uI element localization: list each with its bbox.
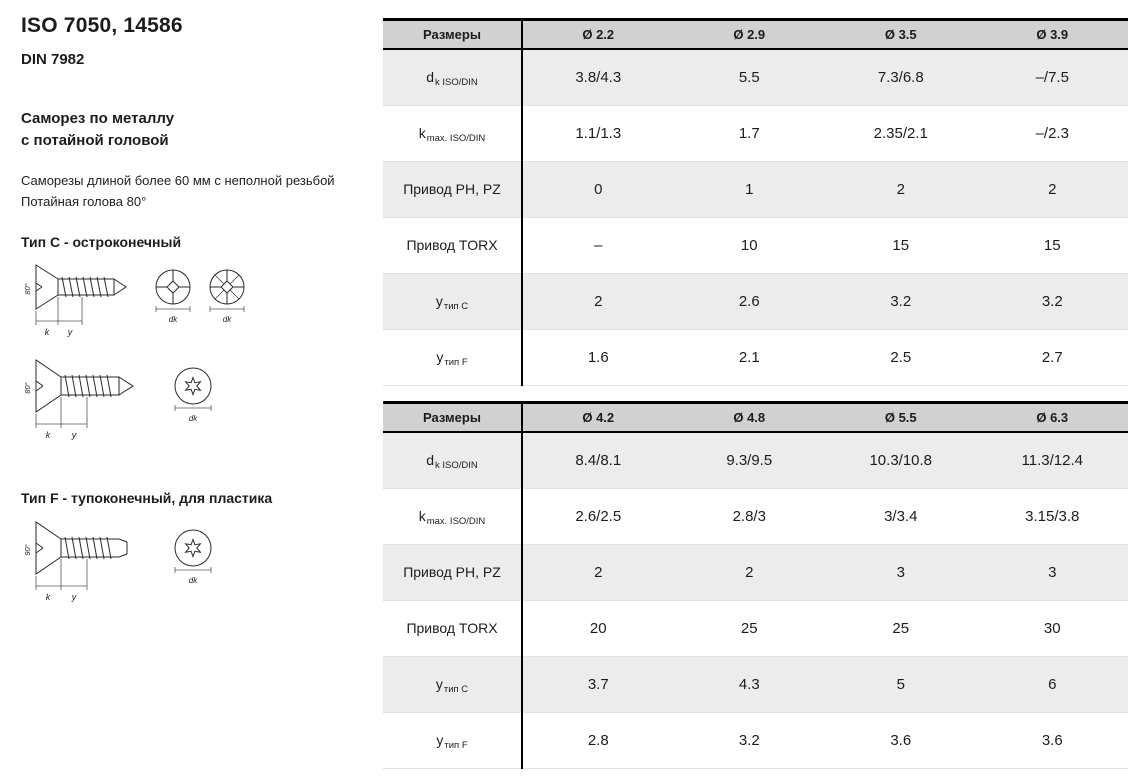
value-cell: 20 (522, 601, 674, 657)
col-header-diameter-1: Ø 2.2 (522, 20, 674, 50)
value-cell: 3.2 (977, 274, 1129, 330)
row-label (383, 162, 522, 218)
value-cell: 3.8/4.3 (522, 49, 674, 106)
type-f-label: Тип F - тупоконечный, для пластика (21, 490, 273, 506)
screw-side-view (36, 522, 127, 574)
dk-dim-label: dk (188, 414, 198, 423)
value-cell: 3.6 (977, 713, 1129, 769)
value-cell: 11.3/12.4 (977, 432, 1129, 489)
value-cell: 1 (674, 162, 826, 218)
value-cell: 9.3/9.5 (674, 432, 826, 489)
type-f-drawing (21, 512, 251, 612)
row-label-main: Привод PH, PZ (403, 181, 501, 197)
value-cell: 15 (825, 218, 977, 274)
row-label (383, 330, 522, 386)
description-line1: Саморезы длиной более 60 мм с неполной резьбой (21, 173, 335, 188)
product-name-line1: Саморез по металлу (21, 110, 175, 127)
value-cell: 25 (825, 601, 977, 657)
row-label (383, 713, 522, 769)
row-label-sub: max. ISO/DIN (426, 516, 486, 527)
row-label-sub: k ISO/DIN (435, 77, 478, 88)
value-cell: 3 (977, 545, 1129, 601)
value-cell: 30 (977, 601, 1129, 657)
value-cell: 10 (674, 218, 826, 274)
row-label-main: d (426, 69, 435, 85)
value-cell: 2 (522, 274, 674, 330)
col-header-diameter-3: Ø 5.5 (825, 403, 977, 433)
k-dim-label: k (45, 430, 51, 440)
value-cell: 5 (825, 657, 977, 713)
value-cell: – (522, 218, 674, 274)
k-dim-label: k (44, 327, 50, 337)
type-c-label: Тип C - остроконечный (21, 234, 182, 250)
y-dim-label: y (71, 430, 77, 440)
value-cell: 2.8/3 (674, 489, 826, 545)
row-label-main: y (435, 293, 443, 309)
value-cell: 7.3/6.8 (825, 49, 977, 106)
value-cell: 6 (977, 657, 1129, 713)
row-label-sub: тип F (444, 357, 468, 368)
dimension-lines (36, 297, 82, 325)
col-header-diameter-2: Ø 4.8 (674, 403, 826, 433)
value-cell: 1.6 (522, 330, 674, 386)
din-standard: DIN 7982 (21, 51, 85, 68)
type-c-drawing-torx (21, 350, 251, 446)
row-label (383, 274, 522, 330)
col-header-sizes: Размеры (383, 403, 522, 433)
value-cell: 2.7 (977, 330, 1129, 386)
row-label-sub: k ISO/DIN (435, 460, 478, 471)
dk-dim-label: dk (222, 315, 232, 324)
value-cell: 15 (977, 218, 1129, 274)
row-label (383, 601, 522, 657)
value-cell: 0 (522, 162, 674, 218)
table-row (383, 657, 1128, 713)
col-header-diameter-4: Ø 3.9 (977, 20, 1129, 50)
table-row (383, 218, 1128, 274)
value-cell: 2 (674, 545, 826, 601)
value-cell: 2 (522, 545, 674, 601)
row-label (383, 545, 522, 601)
y-dim-label: y (67, 327, 73, 337)
dimension-lines (36, 559, 87, 590)
angle-label: 90° (23, 544, 32, 556)
value-cell: 3.2 (825, 274, 977, 330)
value-cell: 2 (977, 162, 1129, 218)
table-row (383, 713, 1128, 769)
torx-drive-view (175, 368, 211, 404)
dk-dimension-lines (175, 405, 211, 411)
y-dim-label: y (71, 592, 77, 602)
type-c-drawing-ph-pz (21, 256, 273, 340)
table-header-row (383, 403, 1128, 433)
value-cell: 1.1/1.3 (522, 106, 674, 162)
table-header-row (383, 20, 1128, 50)
row-label-sub: тип F (444, 740, 468, 751)
row-label-sub: тип C (443, 301, 469, 312)
row-label (383, 489, 522, 545)
value-cell: 3 (825, 545, 977, 601)
row-label-main: y (435, 676, 443, 692)
dk-dimension-lines (175, 567, 211, 573)
table-row (383, 274, 1128, 330)
row-label-main: Привод PH, PZ (403, 564, 501, 580)
row-label-main: d (426, 452, 435, 468)
left-panel (21, 14, 376, 612)
ph-drive-view (156, 270, 190, 304)
page-title: ISO 7050, 14586 (21, 14, 183, 37)
value-cell: 3.15/3.8 (977, 489, 1129, 545)
value-cell: 3.7 (522, 657, 674, 713)
product-name-line2: с потайной головой (21, 132, 169, 149)
value-cell: 4.3 (674, 657, 826, 713)
col-header-diameter-3: Ø 3.5 (825, 20, 977, 50)
table-row (383, 432, 1128, 489)
value-cell: –/2.3 (977, 106, 1129, 162)
row-label (383, 657, 522, 713)
row-label (383, 49, 522, 106)
spec-tables-panel (383, 18, 1128, 784)
value-cell: 25 (674, 601, 826, 657)
table-row (383, 49, 1128, 106)
value-cell: 2.6 (674, 274, 826, 330)
col-header-diameter-1: Ø 4.2 (522, 403, 674, 433)
table-row (383, 601, 1128, 657)
row-label-main: Привод TORX (406, 620, 498, 636)
value-cell: 5.5 (674, 49, 826, 106)
dk-dim-label: dk (168, 315, 178, 324)
dk-dim-label: dk (188, 576, 198, 585)
row-label (383, 106, 522, 162)
value-cell: 3/3.4 (825, 489, 977, 545)
dimension-lines (36, 397, 87, 428)
dk-dimension-lines (156, 306, 244, 312)
row-label-main: Привод TORX (406, 237, 498, 253)
screw-side-view (36, 265, 126, 309)
pz-drive-view (210, 270, 244, 304)
row-label-main: y (436, 349, 444, 365)
col-header-diameter-2: Ø 2.9 (674, 20, 826, 50)
angle-label: 80° (23, 283, 32, 295)
value-cell: 3.2 (674, 713, 826, 769)
table-row (383, 489, 1128, 545)
row-label-main: k (418, 125, 426, 141)
value-cell: –/7.5 (977, 49, 1129, 106)
table-row (383, 330, 1128, 386)
value-cell: 3.6 (825, 713, 977, 769)
description-line2: Потайная голова 80° (21, 194, 147, 209)
value-cell: 2.5 (825, 330, 977, 386)
value-cell: 2.6/2.5 (522, 489, 674, 545)
product-description (21, 170, 376, 212)
table-row (383, 545, 1128, 601)
k-dim-label: k (45, 592, 51, 602)
value-cell: 1.7 (674, 106, 826, 162)
value-cell: 2.35/2.1 (825, 106, 977, 162)
product-name (21, 108, 376, 152)
value-cell: 2.1 (674, 330, 826, 386)
value-cell: 10.3/10.8 (825, 432, 977, 489)
angle-label: 80° (23, 382, 32, 394)
spec-table-2 (383, 401, 1128, 769)
table-row (383, 162, 1128, 218)
row-label-main: y (436, 732, 444, 748)
value-cell: 2 (825, 162, 977, 218)
table-row (383, 106, 1128, 162)
screw-side-view (36, 360, 133, 412)
col-header-diameter-4: Ø 6.3 (977, 403, 1129, 433)
row-label-sub: max. ISO/DIN (426, 133, 486, 144)
row-label-main: k (418, 508, 426, 524)
value-cell: 8.4/8.1 (522, 432, 674, 489)
torx-drive-view (175, 530, 211, 566)
row-label-sub: тип C (443, 684, 469, 695)
row-label (383, 432, 522, 489)
spec-table-1 (383, 18, 1128, 386)
col-header-sizes: Размеры (383, 20, 522, 50)
row-label (383, 218, 522, 274)
value-cell: 2.8 (522, 713, 674, 769)
